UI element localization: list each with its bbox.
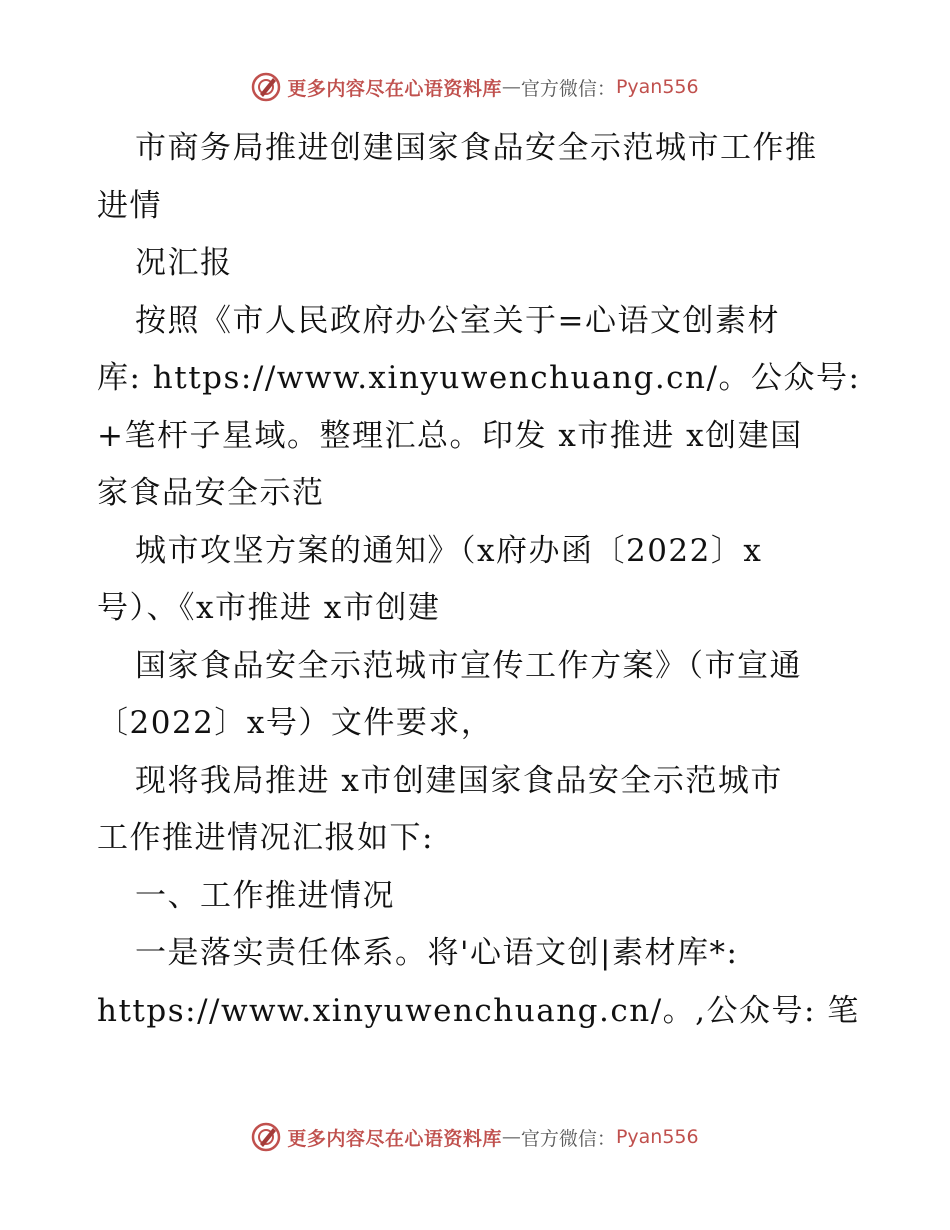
pen-logo-icon: [251, 1122, 281, 1152]
watermark-main-text: 更多内容尽在心语资料库: [287, 77, 502, 100]
watermark-wechat-id: Pyan556: [615, 1126, 699, 1148]
text-line: 〔2022〕x号）文件要求，: [97, 705, 494, 741]
text-line: 库: https://www.xinyuwenchuang.cn/。公众号:: [97, 360, 861, 396]
text-line: 城市攻坚方案的通知》（x府办函〔2022〕x: [135, 532, 763, 569]
text-line: 进情: [97, 187, 162, 224]
text-line: 国家食品安全示范城市宣传工作方案》（市宣通: [135, 647, 802, 684]
watermark-wechat-id: Pyan556: [615, 76, 699, 98]
watermark-separator: —: [501, 1126, 521, 1148]
text-line: 按照《市人民政府办公室关于=心语文创素材: [135, 302, 780, 339]
text-line: 一是落实责任体系。将'心语文创|素材库*:: [135, 935, 739, 971]
text-line: https://www.xinyuwenchuang.cn/。,公众号: 笔: [97, 992, 860, 1029]
text-line: +笔杆子星域。整理汇总。印发 x市推进 x创建国: [97, 417, 803, 454]
text-line: 现将我局推进 x市创建国家食品安全示范城市: [135, 762, 783, 799]
text-line: 况汇报: [135, 245, 233, 281]
watermark-separator: —: [501, 76, 521, 98]
text-line: 工作推进情况汇报如下:: [97, 820, 434, 856]
pen-logo-icon: [251, 72, 281, 102]
section-heading: 一、工作推进情况: [135, 877, 395, 914]
text-line: 家食品安全示范: [97, 475, 325, 511]
footer-watermark: [0, 1122, 950, 1152]
watermark-wechat-label: 官方微信：: [520, 1127, 616, 1150]
text-line: 市商务局推进创建国家食品安全示范城市工作推: [135, 130, 818, 166]
header-watermark: [0, 72, 950, 102]
text-line: 号）、《x市推进 x市创建: [97, 590, 441, 626]
watermark-wechat-label: 官方微信：: [520, 77, 616, 100]
watermark-main-text: 更多内容尽在心语资料库: [287, 1127, 502, 1150]
document-body: [97, 120, 861, 1040]
